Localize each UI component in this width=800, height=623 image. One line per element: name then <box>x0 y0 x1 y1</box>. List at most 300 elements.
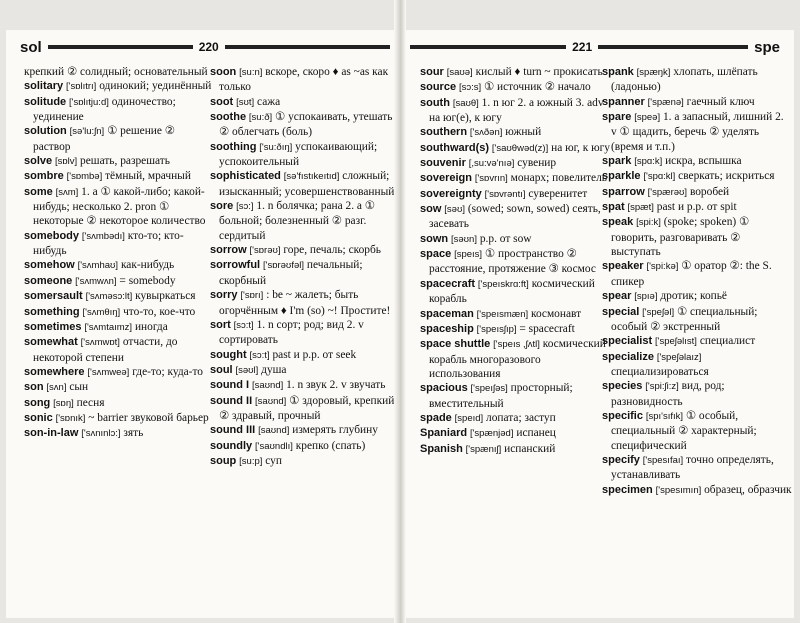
dictionary-entry <box>602 215 792 259</box>
entry-headword: spark <box>602 155 632 168</box>
entry-headword: sparkle <box>602 170 641 183</box>
entry-transcription: ['spesıfaı] <box>642 454 684 466</box>
entry-definition: 1. a ① какой-либо; какой-нибудь; несколько 2. pron ① некоторые ② некоторое количество <box>33 185 206 228</box>
entry-transcription: [speıd] <box>454 412 484 424</box>
entry-definition: где-то; куда-то <box>132 365 203 378</box>
dictionary-entry <box>420 277 610 307</box>
entry-definition: специалист <box>699 335 756 348</box>
entry-definition: сувенир <box>517 157 557 170</box>
entry-definition: на юг, к югу <box>551 141 610 154</box>
entry-transcription: [sɒlv] <box>55 156 78 168</box>
left-page <box>6 30 394 618</box>
entry-transcription: ['sʌməsɔ:lt] <box>85 291 133 303</box>
entry-headword: sought <box>210 348 247 361</box>
entry-definition: иногда <box>134 320 168 333</box>
entry-definition: past и p.p. от seek <box>272 348 357 361</box>
entry-definition: тёмный, мрачный <box>105 170 191 183</box>
dictionary-entry <box>420 187 610 202</box>
entry-transcription: [speıs] <box>454 249 483 261</box>
dictionary-entry <box>602 65 792 95</box>
dictionary-entry <box>24 258 214 273</box>
dictionary-entry <box>24 335 214 365</box>
entry-headword: speaker <box>602 260 644 273</box>
entry-definition: измерять глубину <box>292 424 378 437</box>
entry-transcription: [sʌm] <box>55 186 79 198</box>
entry-definition: 1. n болячка; рана 2. a ① больной; болезненный ② разг. сердитый <box>219 200 376 242</box>
entry-transcription: [sɔ:] <box>236 201 254 213</box>
entry-transcription: ['speıs ,ʃʌtl] <box>493 339 540 351</box>
entry-transcription: ['speıʃəs] <box>470 383 508 395</box>
dictionary-entry <box>602 110 792 154</box>
dictionary-entry <box>24 289 214 304</box>
entry-transcription: [səʊl] <box>235 364 259 376</box>
entry-headword: spanner <box>602 95 645 108</box>
dictionary-entry <box>420 381 610 411</box>
entry-definition: сын <box>69 381 89 394</box>
dictionary-entry <box>420 202 610 232</box>
entry-transcription: ['saʊθwəd(z)] <box>491 142 549 154</box>
entry-definition: песня <box>76 396 105 409</box>
dictionary-entry <box>602 453 792 483</box>
entry-transcription: ['saʊndlı] <box>255 440 293 452</box>
entry-headword: son <box>24 381 44 394</box>
entry-transcription: [spæt] <box>627 202 654 214</box>
entry-transcription: [sɔ:s] <box>458 82 482 94</box>
left-page-header <box>20 38 390 56</box>
entry-headword: sparrow <box>602 185 645 198</box>
entry-definition: = somebody <box>119 274 176 287</box>
entry-definition: кувыркаться <box>135 290 196 303</box>
entry-headword: Spanish <box>420 442 463 455</box>
entry-definition: специализироваться <box>611 365 709 378</box>
dictionary-entry <box>24 185 214 229</box>
entry-definition: past и p.p. от spit <box>656 201 737 214</box>
dictionary-entry <box>210 318 394 348</box>
entry-definition: монарх; повелитель <box>510 172 607 185</box>
entry-headword: spacious <box>420 382 468 395</box>
entry-transcription: [su:ð] <box>248 112 273 124</box>
entry-transcription: ['spænıʃ] <box>465 443 502 455</box>
entry-headword: southward(s) <box>420 141 490 154</box>
entry-definition: душа <box>261 363 287 376</box>
entry-headword: sorry <box>210 289 238 302</box>
entry-headword: song <box>24 396 51 409</box>
entry-definition: (sowed; sown, sowed) сеять, засевать <box>429 203 601 231</box>
entry-transcription: [su:p] <box>239 455 263 467</box>
entry-transcription: ['sɒmbə] <box>66 171 103 183</box>
dictionary-entry <box>420 80 610 95</box>
entry-headword: specimen <box>602 483 653 496</box>
entry-headword: son-in-law <box>24 427 79 440</box>
left-header-bar <box>48 45 193 49</box>
dictionary-entry <box>24 95 214 125</box>
entry-transcription: ['spi:ʃi:z] <box>645 381 679 393</box>
dictionary-entry <box>420 411 610 426</box>
entry-transcription: ['sʌmθıŋ] <box>82 306 121 318</box>
entry-transcription: [saʊnd] <box>251 380 284 392</box>
dictionary-entry <box>24 305 214 320</box>
entry-definition: кто-то; кто-нибудь <box>33 229 184 258</box>
dictionary-entry <box>210 288 394 318</box>
entry-definition: искра, вспышка <box>665 155 742 168</box>
entry-headword: spaceship <box>420 322 474 335</box>
entry-definition: как-нибудь <box>120 259 175 272</box>
left-guide-word: sol <box>20 38 42 56</box>
entry-headword: sovereignty <box>420 187 482 200</box>
entry-headword: source <box>420 81 457 94</box>
entry-transcription: ['sɒnık] <box>55 412 86 424</box>
entry-headword: soothe <box>210 111 247 124</box>
entry-headword: soup <box>210 454 237 467</box>
entry-headword: some <box>24 185 53 198</box>
entry-definition: одинокий; уединённый <box>99 80 212 93</box>
entry-headword: sometimes <box>24 320 82 333</box>
entry-definition: образец, образчик <box>704 483 792 496</box>
dictionary-entry <box>210 258 394 288</box>
dictionary-entry <box>24 380 214 395</box>
dictionary-entry <box>602 379 792 409</box>
right-page-number: 221 <box>572 40 593 54</box>
entry-definition: лопата; заступ <box>486 411 556 424</box>
entry-definition: воробей <box>689 185 730 198</box>
entry-headword: someone <box>24 274 73 287</box>
entry-headword: sombre <box>24 170 64 183</box>
entry-headword: spear <box>602 290 632 303</box>
entry-headword: solitary <box>24 80 64 93</box>
entry-definition: печальный; скорбный <box>219 259 363 287</box>
dictionary-entry <box>602 259 792 289</box>
entry-transcription: ['speʃəlaız] <box>656 351 702 363</box>
dictionary-entry <box>420 307 610 322</box>
dictionary-entry <box>420 65 610 80</box>
entry-headword: south <box>420 96 450 109</box>
dictionary-entry <box>602 154 792 169</box>
dictionary-entry <box>24 169 214 184</box>
entry-transcription: ['sʌmweə] <box>87 366 130 378</box>
entry-transcription: ['su:ðıŋ] <box>259 141 293 153</box>
dictionary-entry <box>24 154 214 169</box>
entry-definition: : be ~ жалеть; быть огорчённым ♦ I'm (so) ~! Простите! <box>219 289 391 317</box>
entry-definition: что-то, кое-что <box>123 305 196 318</box>
dictionary-entry <box>210 95 394 110</box>
dictionary-entry <box>602 200 792 215</box>
entry-headword: solitude <box>24 95 67 108</box>
entry-definition: сложный; изысканный; усовершенствованный <box>219 170 394 198</box>
entry-definition: ~ barrier звуковой барьер <box>88 411 209 424</box>
entry-definition: южный <box>505 126 542 139</box>
entry-headword: soot <box>210 95 234 108</box>
entry-transcription: ['spærəʊ] <box>647 186 688 198</box>
dictionary-entry <box>24 411 214 426</box>
entry-headword: somehow <box>24 259 75 272</box>
entry-definition: вскоре, скоро ♦ as ~as как только <box>219 66 389 94</box>
entry-headword: spaceman <box>420 307 474 320</box>
dictionary-entry <box>210 394 394 424</box>
entry-headword: sorrowful <box>210 259 261 272</box>
entry-transcription: [sə'fıstıkeıtıd] <box>283 171 340 183</box>
entry-definition: кислый ♦ turn ~ прокисать <box>475 66 603 78</box>
entry-transcription: [sɔ:t] <box>233 319 254 331</box>
dictionary-entry <box>24 65 214 79</box>
entry-headword: soon <box>210 66 237 78</box>
entry-transcription: [sʊt] <box>236 96 255 108</box>
dictionary-entry <box>24 426 214 441</box>
entry-headword: sound II <box>210 394 253 407</box>
entry-transcription: ['speıskrɑ:ft] <box>477 278 529 290</box>
entry-transcription: ['sʌmhaʊ] <box>77 260 119 272</box>
dictionary-entry <box>210 243 394 258</box>
entry-transcription: ['spesımın] <box>655 484 702 496</box>
entry-transcription: ['spɑ:kl] <box>643 171 676 183</box>
entry-transcription: [spıə] <box>634 291 658 303</box>
entry-definition: точно определять, устанавливать <box>611 453 774 482</box>
entry-definition: космический корабль <box>429 277 595 306</box>
entry-transcription: [sə'lu:ʃn] <box>69 126 105 138</box>
entry-definition: ① решение ② раствор <box>33 125 176 153</box>
entry-headword: sorrow <box>210 244 247 257</box>
dictionary-entry <box>602 334 792 349</box>
dictionary-entry <box>602 483 792 498</box>
dictionary-entry <box>210 348 394 363</box>
right-guide-word: spe <box>754 38 780 56</box>
left-column-2 <box>210 65 394 469</box>
entry-headword: spat <box>602 201 625 214</box>
right-header-bar <box>410 45 566 49</box>
entry-transcription: [sʌn] <box>46 382 67 394</box>
dictionary-entry <box>602 169 792 184</box>
entry-headword: spank <box>602 66 634 78</box>
dictionary-entry <box>210 454 394 469</box>
entry-headword: soundly <box>210 439 253 452</box>
entry-transcription: [saʊə] <box>446 67 473 78</box>
entry-definition: решать, разрешать <box>80 155 170 168</box>
dictionary-entry <box>210 169 394 199</box>
entry-headword: spare <box>602 111 632 124</box>
dictionary-entry <box>420 426 610 441</box>
dictionary-entry <box>420 141 610 156</box>
entry-continuation: крепкий ② солидный; основательный <box>24 66 208 78</box>
right-page-header <box>410 38 780 56</box>
entry-transcription: ['sɒrəʊ] <box>249 245 281 257</box>
dictionary-entry <box>210 439 394 454</box>
entry-headword: solution <box>24 125 67 138</box>
entry-transcription: ['sɒrəʊfəl] <box>262 260 304 272</box>
entry-transcription: [sɔ:t] <box>249 349 270 361</box>
left-header-bar-2 <box>225 45 390 49</box>
entry-definition: дротик; копьё <box>660 290 727 303</box>
entry-transcription: ['spænə] <box>647 96 684 108</box>
entry-definition: успокаивающий; успокоительный <box>219 140 378 169</box>
entry-transcription: ['sʌnınlɔ:] <box>81 428 121 440</box>
entry-transcription: ['sɒvrəntı] <box>484 188 526 200</box>
dictionary-entry <box>420 125 610 140</box>
dictionary-entry <box>24 320 214 335</box>
dictionary-entry <box>602 409 792 453</box>
entry-transcription: ['speısʃıp] <box>476 323 517 335</box>
entry-headword: spacecraft <box>420 277 476 290</box>
dictionary-entry <box>210 140 394 170</box>
left-page-number: 220 <box>198 40 219 54</box>
entry-transcription: [saʊθ] <box>452 97 479 109</box>
left-column-1 <box>24 65 214 442</box>
entry-definition: ① особый, специальный ② характерный; специфический <box>611 409 757 452</box>
entry-definition: крепко (спать) <box>295 439 366 452</box>
entry-headword: Spaniard <box>420 427 468 440</box>
entry-headword: sour <box>420 66 444 78</box>
entry-definition: 1. a запасный, лишний 2. v ① щадить, беречь ② уделять (время и т.п.) <box>611 111 784 153</box>
dictionary-entry <box>602 350 792 380</box>
entry-headword: specialize <box>602 350 654 363</box>
entry-transcription: ['speısmæn] <box>476 308 529 320</box>
dictionary-entry <box>210 65 394 95</box>
entry-definition: ① источник ② начало <box>483 81 591 94</box>
entry-definition: ① оратор ②: the S. спикер <box>611 260 772 288</box>
entry-transcription: ['spi:kə] <box>646 261 679 273</box>
entry-transcription: ['sʌmtaımz] <box>84 321 133 333</box>
entry-definition: горе, печаль; скорбь <box>283 244 381 257</box>
entry-headword: sovereign <box>420 172 472 185</box>
entry-transcription: [saʊnd] <box>255 395 287 407</box>
dictionary-entry <box>210 110 394 140</box>
dictionary-entry <box>602 289 792 304</box>
dictionary-entry <box>420 232 610 247</box>
entry-headword: specific <box>602 409 643 422</box>
entry-headword: species <box>602 380 643 393</box>
entry-definition: сажа <box>257 95 281 108</box>
entry-transcription: [speə] <box>634 112 661 124</box>
entry-definition: = spacecraft <box>519 322 575 335</box>
entry-transcription: ['sɒlıtrı] <box>66 81 97 93</box>
entry-headword: space <box>420 248 452 261</box>
entry-definition: 1. n сорт; род; вид 2. v сортировать <box>219 318 364 347</box>
entry-transcription: [spi:k] <box>636 217 661 229</box>
entry-headword: space shuttle <box>420 338 491 351</box>
entry-transcription: ['sʌmwɒt] <box>80 337 120 349</box>
dictionary-entry <box>420 171 610 186</box>
entry-definition: вид, род; разновидность <box>611 380 725 408</box>
dictionary-entry <box>420 156 610 171</box>
entry-transcription: ['sɒvrın] <box>474 173 508 185</box>
entry-transcription: [spı'sıfık] <box>645 410 684 422</box>
entry-definition: зять <box>123 427 144 440</box>
entry-transcription: ['sʌmbədı] <box>81 230 125 242</box>
entry-headword: solve <box>24 155 53 168</box>
entry-headword: speak <box>602 216 634 229</box>
entry-definition: ① специальный; особый ② экстренный <box>611 305 758 333</box>
dictionary-entry <box>420 247 610 277</box>
dictionary-entry <box>420 442 610 457</box>
entry-transcription: ['sɒrı] <box>240 290 264 302</box>
dictionary-entry <box>24 274 214 289</box>
entry-headword: specify <box>602 453 640 466</box>
entry-definition: испанец <box>516 427 556 440</box>
entry-headword: souvenir <box>420 157 466 170</box>
page-gutter <box>394 0 406 623</box>
entry-transcription: ['spænjəd] <box>469 428 514 440</box>
entry-headword: sophisticated <box>210 170 281 183</box>
dictionary-entry <box>602 305 792 335</box>
entry-headword: sort <box>210 318 231 331</box>
entry-definition: просторный; вместительный <box>429 382 573 410</box>
entry-headword: specialist <box>602 335 653 348</box>
entry-headword: something <box>24 305 80 318</box>
dictionary-entry <box>420 322 610 337</box>
dictionary-entry <box>24 124 214 154</box>
entry-definition: p.p. от sow <box>479 232 532 245</box>
entry-definition: ① успокаивать, утешать ② облегчать (боль) <box>219 111 393 139</box>
entry-transcription: [spæŋk] <box>636 67 671 78</box>
entry-headword: soothing <box>210 140 257 153</box>
dictionary-entry <box>24 229 214 259</box>
entry-headword: somersault <box>24 290 83 303</box>
entry-transcription: [səʊ] <box>444 204 465 216</box>
right-column-2 <box>602 65 792 498</box>
entry-definition: космический корабль многоразового использования <box>429 338 606 380</box>
entry-definition: 1. n юг 2. a южный 3. adv на юг(е), к югу <box>429 96 604 125</box>
entry-headword: special <box>602 305 640 318</box>
entry-definition: суп <box>265 454 282 467</box>
entry-headword: somewhat <box>24 336 78 349</box>
entry-headword: sore <box>210 200 234 213</box>
entry-transcription: [sɒŋ] <box>53 397 74 409</box>
entry-definition: отчасти, до некоторой степени <box>33 336 178 364</box>
dictionary-entry <box>24 79 214 94</box>
right-header-bar-2 <box>598 45 748 49</box>
entry-definition: испанский <box>504 442 556 455</box>
entry-transcription: ['speʃəlıst] <box>655 336 697 348</box>
entry-definition: хлопать, шлёпать (ладонью) <box>611 66 758 94</box>
entry-definition: космонавт <box>530 307 582 320</box>
entry-transcription: ['sɒlıtju:d] <box>69 96 109 108</box>
entry-headword: sonic <box>24 411 53 424</box>
dictionary-entry <box>210 423 394 438</box>
dictionary-entry <box>210 199 394 243</box>
entry-headword: sound I <box>210 379 250 392</box>
dictionary-entry <box>24 365 214 380</box>
entry-transcription: [,su:və'nıə] <box>468 158 515 170</box>
dictionary-entry <box>210 378 394 393</box>
entry-transcription: [su:n] <box>239 67 263 78</box>
entry-transcription: [saʊnd] <box>258 425 290 437</box>
entry-headword: spade <box>420 411 452 424</box>
dictionary-entry <box>602 95 792 110</box>
entry-definition: ① пространство ② расстояние, протяжение ③ космос <box>429 248 596 276</box>
entry-definition: гаечный ключ <box>686 95 755 108</box>
entry-definition: одиночество; уединение <box>33 95 176 124</box>
dictionary-entry <box>24 396 214 411</box>
entry-headword: soul <box>210 363 233 376</box>
right-column-1 <box>420 65 610 457</box>
entry-definition: ① здоровый, крепкий ② здравый, прочный <box>219 394 394 422</box>
entry-definition: 1. n звук 2. v звучать <box>286 379 386 392</box>
dictionary-entry <box>210 363 394 378</box>
entry-headword: sound III <box>210 424 256 437</box>
entry-headword: somebody <box>24 229 80 242</box>
entry-headword: southern <box>420 126 468 139</box>
dictionary-entry <box>602 185 792 200</box>
dictionary-entry <box>420 337 610 381</box>
entry-headword: somewhere <box>24 365 85 378</box>
entry-headword: sow <box>420 203 442 216</box>
entry-definition: сверкать; искриться <box>678 170 775 183</box>
entry-transcription: ['speʃəl] <box>642 306 675 318</box>
entry-headword: sown <box>420 232 449 245</box>
dictionary-entry <box>420 96 610 126</box>
entry-definition: суверенитет <box>528 187 588 200</box>
entry-definition: (spoke; spoken) ① говорить, разговаривать ② выступать <box>611 216 750 259</box>
entry-transcription: ['sʌðən] <box>469 127 503 139</box>
entry-transcription: [spɑ:k] <box>634 156 663 168</box>
